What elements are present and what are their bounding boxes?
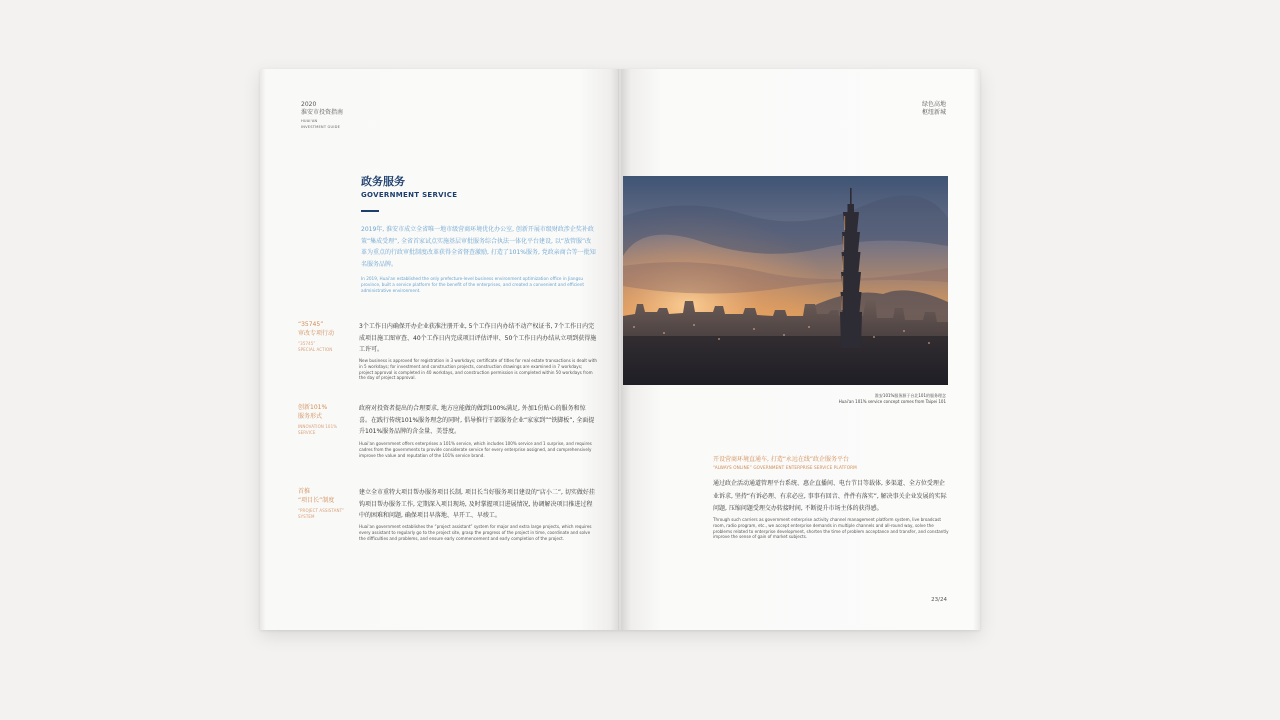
platform-text-en: Through such carriers as government enterprise activity channel management platform system, live broadcast room, radio program, etc., we accept enterprise demands in multiple channels and all-round way, solve the problems related to enterprise development, shorten the time of problem acceptance and transfer, and constantly improve the sense of gain of market subjects. <box>713 517 949 540</box>
platform-text-zh: 通过政企活动通道管理平台系统、惠企直播间、电台节目等载体, 多渠道、全方位受理企业诉求, 坚持“有诉必理、有求必应, 事事有回音、件件有落实”, 解决事关企业发展的实际问题, 压缩问题受理交办转接时间, 不断提升市场主体的获得感。 <box>713 480 947 512</box>
photo-caption-zh: 淮安101%服务源于台北101的服务理念 <box>874 393 946 398</box>
intro-text-en: In 2019, Huai'an established the only prefecture-level business environment optimization office in Jiangsu province, built a service platform for the benefit of the enterprises, and created a convenient and efficient administrative environment. <box>361 276 585 293</box>
left-page <box>260 69 619 630</box>
item-text-35745-en: New business is approved for registration in 3 workdays; certificate of titles for real estate transactions is dealt with in 5 workdays; for investment and construction projects, construction drawings are examined in 7 workdays; project approval is completed in 40 workdays, and construction permission is completed within 50 workdays from the day of project approval. <box>359 358 597 381</box>
header-slogan-line-2: 枢纽新城 <box>921 109 946 116</box>
item-text-project-assistant: 建立全市重特大项目帮办服务项目长制, 项目长当好服务项目建设的“店小二”, 切实做好挂钩项目帮办服务工作, 定期深入项目现场, 及时掌握项目进展情况, 协调解决项目推进过程中的困难和问题, 确保项目早落地、早开工、早竣工。 <box>359 489 595 519</box>
item-tag-35745-en: “35745” SPECIAL ACTION <box>298 341 333 352</box>
right-page <box>621 69 980 630</box>
item-tag-project-assistant: 首推 “项目长”制度 <box>298 488 335 504</box>
header-title-en-1: HUAI'AN <box>301 119 318 123</box>
section-rule <box>361 210 379 212</box>
section-title-en: GOVERNMENT SERVICE <box>361 191 458 199</box>
page-number: 23/24 <box>931 597 947 603</box>
item-tag-101-en: INNOVATION 101% SERVICE <box>298 424 338 435</box>
item-tag-project-assistant-en: “PROJECT ASSISTANT” SYSTEM <box>298 508 345 519</box>
header-slogan-line-1: 绿色高地 <box>921 101 946 108</box>
item-tag-35745: “35745” 审改专项行动 <box>298 321 335 337</box>
header-year: 2020 <box>301 101 317 108</box>
intro-text-zh: 2019年, 淮安市成立全省唯一地市级营商环境优化办公室, 创新开展市级财政涉企奖补政策“集成受理”, 全省首家试点实施基层审批服务综合执法一体化平台建设, 以“放管服”改革为重点的行政审批制度改革获得全省督查激励, 打造了101%服务, 党政亲商合等一批知名服务品牌。 <box>361 226 596 268</box>
photo-caption-en: Huai'an 101% service concept comes from Taipei 101 <box>838 399 946 404</box>
item-tag-101: 创新101% 服务形式 <box>298 404 328 420</box>
open-brochure <box>260 69 980 630</box>
item-text-101: 政府对投资者提出的合理要求, 地方应能做的做到100%满足, 外加1份贴心的服务和惊喜。在践行传统101%服务理念的同时, 倡导推行干部服务企业“家家到”“铁脚板”, 全面提升101%服务品牌的含金量、美誉度。 <box>359 405 595 435</box>
header-slogan <box>922 101 946 117</box>
section-title: 政务服务 <box>361 175 405 188</box>
photo-caption <box>839 393 946 405</box>
taipei-101-photo <box>623 176 948 385</box>
item-text-35745: 3个工作日内确保开办企业获准注册开业, 5个工作日内办结不动产权证书, 7个工作日内完成项目施工图审查、40个工作日内完成项目评估评审、50个工作日内办结从立项到获得施工许可。 <box>359 323 597 353</box>
header-title: 淮安市投资指南 <box>301 109 344 116</box>
item-text-101-en: Huai'an government offers enterprises a 101% service, which includes 100% service and 1 surprise, and requires cadres from the governments to provide considerate service for every enterprise assigned, and comprehensively improve the value and reputation of the 101% service brand. <box>359 441 592 458</box>
header-title-en-2: INVESTMENT GUIDE <box>301 125 341 129</box>
platform-title-en: “ALWAYS ONLINE” GOVERNMENT ENTERPRISE SERVICE PLATFORM <box>713 465 857 470</box>
platform-title: 开设营商环境直通车, 打造“永远在线”政企服务平台 <box>713 456 850 463</box>
item-text-project-assistant-en: Huai'an government establishes the “project assistant” system for major and extra large projects, which requires every assistant to regularly go to the project site, grasp the progress of the project in time, coordinate and solve the difficulties and problems, and ensure early commencement and early completion of the project. <box>359 524 592 541</box>
